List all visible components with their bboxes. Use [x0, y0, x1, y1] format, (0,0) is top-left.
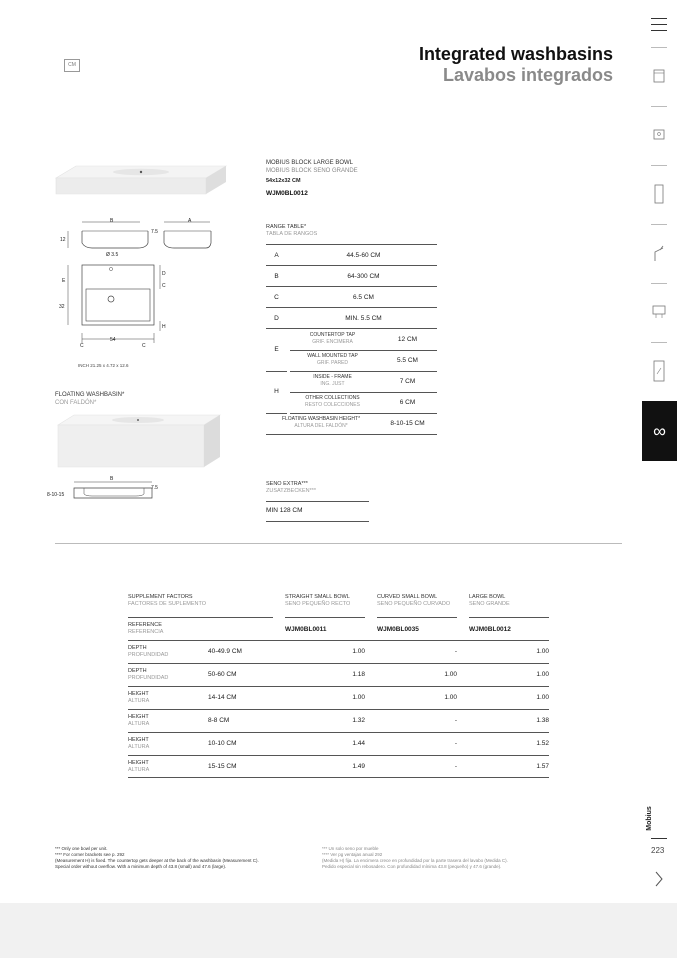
range-sub-value: 7 CM	[399, 378, 416, 385]
product-size: 54x12x32 CM	[266, 178, 301, 184]
footnote-line: **** For corner brackets see p. 292	[55, 852, 125, 857]
footnote-line: **** Ver pg ventajas anual 292	[322, 852, 383, 857]
table-row	[128, 756, 549, 778]
range-sub-label-en: FLOATING WASHBASIN HEIGHT*	[281, 416, 361, 422]
footnotes-es	[322, 846, 562, 870]
floating-label	[55, 391, 124, 407]
range-table	[266, 244, 437, 436]
column-header-straight	[285, 594, 350, 608]
infinity-icon[interactable]: ∞	[642, 401, 677, 461]
nav-separator	[651, 838, 667, 839]
range-sub-value: 5.5 CM	[397, 357, 418, 364]
cell-straight: 1.32	[352, 717, 365, 724]
range-e-countertop	[290, 330, 437, 351]
dim-32-label: 32	[59, 304, 65, 310]
dim-e-label: E	[62, 278, 66, 284]
row-label-es: ALTURA	[128, 698, 150, 704]
seno-extra-label	[266, 481, 316, 495]
cell-large: 1.00	[536, 671, 549, 678]
cell-large: 1.00	[536, 648, 549, 655]
range-table-label-es: TABLA DE RANGOS	[266, 231, 318, 237]
supplement-header	[128, 594, 206, 608]
cell-curved: -	[454, 648, 457, 655]
reference-code: WJM0BL0011	[285, 626, 327, 633]
table-row	[128, 687, 549, 709]
range-value: 6.5 CM	[353, 294, 374, 301]
reference-label	[128, 622, 163, 636]
footnote-line: *** Un solo seno por mueble	[322, 846, 379, 851]
range-sub-label-en: COUNTERTOP TAP	[309, 332, 356, 338]
range-key: A	[274, 252, 279, 259]
cell-curved: 1.00	[444, 694, 457, 701]
cell-straight: 1.18	[352, 671, 365, 678]
section-divider	[55, 543, 622, 544]
range-sub-value: 8-10-15 CM	[390, 420, 425, 427]
cell-straight: 1.49	[352, 763, 365, 770]
seno-extra-top-rule	[266, 501, 369, 502]
column-header-en: LARGE BOWL	[469, 594, 506, 600]
column-cabinet-icon[interactable]	[652, 184, 666, 200]
range-value: 64-300 CM	[347, 273, 380, 280]
product-code: WJM0BL0012	[266, 190, 308, 197]
row-label-es: ALTURA	[128, 744, 150, 750]
range-sub-label-es: GRIF. PARED	[316, 360, 349, 366]
mirror-icon[interactable]	[652, 360, 666, 376]
supplement-header-es: FACTORES DE SUPLEMENTO	[128, 601, 207, 607]
column-header-en: CURVED SMALL BOWL	[377, 594, 438, 600]
footnote-line: Special order without overflow. With a minimum depth of 43.8 (small) and 47.6 (large).	[55, 864, 227, 869]
tap-icon[interactable]	[652, 244, 666, 260]
column-header-large	[469, 594, 510, 608]
cell-large: 1.38	[536, 717, 549, 724]
cell-large: 1.52	[536, 740, 549, 747]
reference-label-en: REFERENCE	[128, 622, 162, 628]
floating-washbasin-render	[58, 413, 220, 471]
collection-brand	[645, 805, 673, 835]
dim-c-label: C	[162, 283, 166, 289]
cell-straight: 1.44	[352, 740, 365, 747]
range-e-rule	[266, 371, 287, 372]
row-label-en: HEIGHT	[128, 691, 149, 697]
supplement-header-en: SUPPLEMENT FACTORS	[128, 594, 193, 600]
cell-large: 1.00	[536, 694, 549, 701]
washbasin-render	[56, 160, 226, 200]
collection-brand-label: Mobius	[645, 806, 653, 831]
cell-large: 1.57	[536, 763, 549, 770]
table-rule	[469, 617, 549, 618]
unit-badge-icon: CM	[64, 59, 80, 72]
range-sub-value: 12 CM	[397, 336, 418, 343]
range-h-other	[290, 393, 437, 414]
range-e-wall	[290, 351, 437, 372]
nav-separator	[651, 106, 667, 107]
range-value: 44.5-60 CM	[346, 252, 381, 259]
row-label-es: PROFUNDIDAD	[128, 675, 169, 681]
range-sub-label-es: RESTO COLECCIONES	[305, 402, 360, 408]
range-value: MIN. 5.5 CM	[345, 315, 382, 322]
range-floating-height	[266, 414, 437, 435]
column-header-es: SENO GRANDE	[469, 601, 510, 607]
footnote-line: (Measurement H) is fixed. The countertop gets deeper at the back of the washbasin (Measurement C).	[55, 858, 259, 863]
cabinet-icon[interactable]	[652, 68, 666, 84]
row-label-es: ALTURA	[128, 721, 150, 727]
cell-curved: 1.00	[444, 671, 457, 678]
row-range: 40-49.9 CM	[208, 648, 242, 655]
table-rule	[377, 617, 457, 618]
footnotes-en	[55, 846, 295, 870]
floating-label-es: CON FALDÓN*	[55, 400, 97, 406]
range-key: C	[274, 294, 279, 301]
table-row	[128, 710, 549, 732]
dim-12-label: 12	[60, 237, 66, 243]
page-bottom-band	[0, 903, 677, 958]
floating-label-en: FLOATING WASHBASIN*	[55, 392, 125, 398]
reference-code: WJM0BL0035	[377, 626, 419, 633]
range-h-inside	[290, 372, 437, 393]
column-header-es: SENO PEQUEÑO RECTO	[285, 601, 351, 607]
range-table-top-rule	[266, 244, 437, 245]
row-range: 50-60 CM	[208, 671, 237, 678]
footnote-line: *** Only one bowl per unit.	[55, 846, 108, 851]
table-rule	[128, 617, 273, 618]
seno-extra-value: MIN 128 CM	[266, 507, 303, 514]
range-table-label	[266, 224, 317, 238]
range-key-e: E	[274, 346, 279, 353]
nav-separator	[651, 342, 667, 343]
cell-straight: 1.00	[352, 694, 365, 701]
dim-a-label: A	[188, 218, 192, 224]
range-sub-label-es: ING. JUST	[320, 381, 345, 387]
floating-dim-7-5: 7.5	[151, 485, 158, 491]
floating-dim-side: 8-10-15	[47, 492, 65, 498]
range-sub-label-en: WALL MOUNTED TAP	[307, 353, 358, 359]
range-sub-label-en: OTHER COLLECTIONS	[305, 395, 360, 401]
cell-curved: -	[454, 740, 457, 747]
reference-label-es: REFERENCIA	[128, 629, 164, 635]
column-header-es: SENO PEQUEÑO CURVADO	[377, 601, 451, 607]
side-navigation	[642, 0, 677, 903]
dim-c-right-label: C	[142, 343, 146, 349]
dim-h-label: H	[162, 324, 166, 330]
table-rule	[128, 777, 549, 778]
row-label-es: PROFUNDIDAD	[128, 652, 169, 658]
row-label-en: DEPTH	[128, 668, 147, 674]
range-table-label-en: RANGE TABLE*	[266, 224, 307, 230]
mirror-cabinet-icon[interactable]	[652, 303, 666, 319]
washbasin-icon[interactable]	[652, 126, 666, 142]
range-sub-value: 6 CM	[399, 399, 416, 406]
row-label-en: HEIGHT	[128, 737, 149, 743]
dim-54-label: 54	[110, 337, 116, 343]
table-row	[128, 664, 549, 686]
range-key: D	[274, 315, 279, 322]
seno-extra-label-en: SENO EXTRA***	[266, 481, 308, 487]
row-range: 14-14 CM	[208, 694, 237, 701]
footnote-line: (Medida H) fija. La encimera crece en profundidad por la parte trasera del lavabo (Medida C).	[322, 858, 508, 863]
dim-b-label: B	[110, 218, 114, 224]
menu-icon[interactable]	[642, 10, 677, 40]
dim-d-label: D	[162, 271, 166, 277]
row-range: 8-8 CM	[208, 717, 230, 724]
cell-straight: 1.00	[352, 648, 365, 655]
row-label-en: DEPTH	[128, 645, 147, 651]
table-rule	[285, 617, 365, 618]
row-label-en: HEIGHT	[128, 714, 149, 720]
menu-icon-bar	[651, 24, 667, 25]
row-label-es: ALTURA	[128, 767, 150, 773]
seno-extra-bottom-rule	[266, 521, 369, 522]
reference-code: WJM0BL0012	[469, 626, 511, 633]
nav-separator	[651, 165, 667, 166]
range-row-d	[266, 309, 437, 329]
table-row	[128, 733, 549, 755]
row-range: 10-10 CM	[208, 740, 237, 747]
dim-drain-label: Ø 3.5	[106, 252, 119, 258]
column-header-en: STRAIGHT SMALL BOWL	[285, 594, 350, 600]
range-row-b	[266, 267, 437, 287]
menu-icon-bar	[651, 18, 667, 19]
range-key-h: H	[274, 388, 279, 395]
floating-dim-b: B	[110, 476, 114, 482]
nav-separator	[651, 283, 667, 284]
row-label-en: HEIGHT	[128, 760, 149, 766]
cell-curved: -	[454, 717, 457, 724]
column-header-curved	[377, 594, 450, 608]
page-title: Integrated washbasins	[418, 44, 613, 64]
cell-curved: -	[454, 763, 457, 770]
product-name-en: MOBIUS BLOCK LARGE BOWL	[266, 160, 354, 166]
footnote-line: Pedido especial sin rebosadero. Con profundidad mínima 43.8 (pequeño) y 47.6 (grande).	[322, 864, 502, 869]
row-range: 15-15 CM	[208, 763, 237, 770]
range-sub-label-es: GRIF. ENCIMERA	[312, 339, 353, 345]
range-key: B	[274, 273, 279, 280]
product-name-es: MOBIUS BLOCK SENO GRANDE	[266, 168, 358, 174]
page-number: 223	[651, 846, 665, 855]
inch-note: INCH 21.25 x 4.72 x 12.6	[78, 363, 129, 368]
menu-icon-bar	[651, 30, 667, 31]
table-row	[128, 641, 549, 663]
dim-c-left-label: C	[80, 343, 84, 349]
dim-7-5-label: 7.5	[151, 229, 158, 235]
range-row-a	[266, 246, 437, 266]
nav-separator	[651, 47, 667, 48]
page-subtitle: Lavabos integrados	[442, 65, 613, 85]
range-row-c	[266, 288, 437, 308]
range-sub-label-en: INSIDE - FRAME	[313, 374, 352, 380]
product-name	[266, 159, 358, 175]
range-sub-label-es: ALTURA DEL FALDÓN*	[294, 423, 348, 429]
nav-separator	[651, 224, 667, 225]
seno-extra-label-es: ZUSATZBECKEN***	[266, 488, 317, 494]
